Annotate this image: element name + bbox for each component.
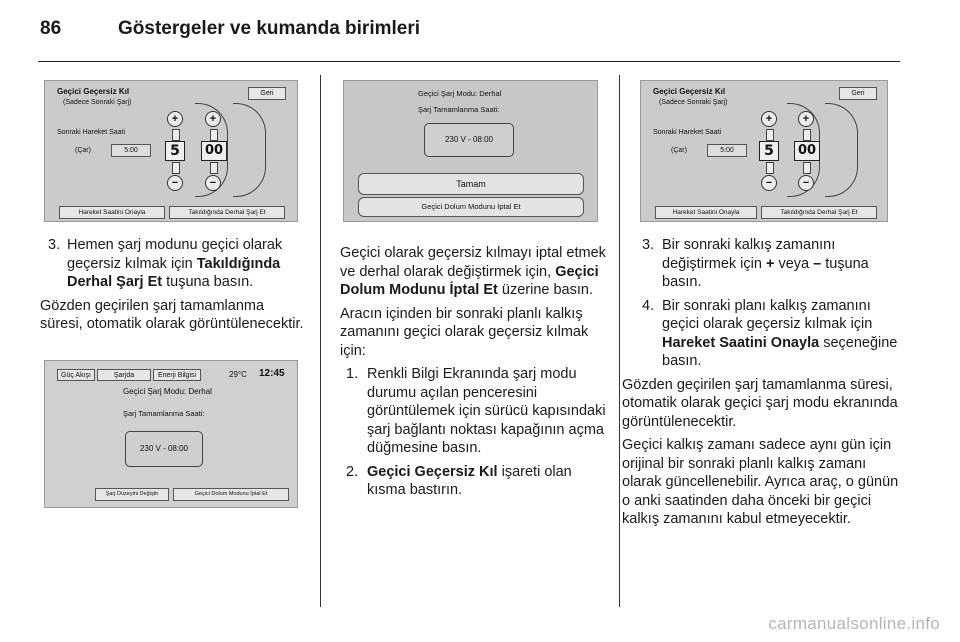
paragraph: Gözden geçirilen şarj tamamlanma süresi, otomatik olarak geçici şarj modu ekranında görüntülenecektir. <box>622 376 898 430</box>
text: üzerine basın. <box>497 282 593 298</box>
tab-charging: Şarjda <box>97 369 151 381</box>
step-1 <box>340 365 608 458</box>
step-number: 3. <box>48 237 61 253</box>
text: Geçici olarak geçersiz kılmayı iptal etmek ve derhal olarak değiştirmek için, <box>340 245 606 280</box>
cancel-override-button: Geçici Dolum Modunu İptal Et <box>173 488 289 501</box>
step-text: seçeneğine basın. <box>662 334 898 369</box>
stem <box>766 162 774 174</box>
hour-digit: 5 <box>165 141 185 161</box>
change-level-button: Şarj Düzeyini Değiştir <box>95 488 169 501</box>
hour-digit: 5 <box>759 141 779 161</box>
back-button: Geri <box>839 87 877 100</box>
day-label: (Çar) <box>75 147 91 154</box>
minute-minus-icon: − <box>205 175 221 191</box>
charge-mode: Geçici Şarj Modu: Derhal <box>418 89 502 98</box>
step-4 <box>622 297 906 371</box>
minute-digits: 00 <box>794 141 820 161</box>
screen-title: Geçici Geçersiz Kıl <box>653 87 726 96</box>
step-3 <box>622 236 906 292</box>
step-text: işareti olan kısma bastırın. <box>367 463 572 498</box>
minute-arc <box>825 103 858 197</box>
completion-label: Şarj Tamamlanma Saati: <box>418 105 500 114</box>
completion-value: 230 V - 08:00 <box>125 431 203 467</box>
minus-symbol: – <box>813 255 822 272</box>
hour-plus-icon: + <box>761 111 777 127</box>
screen-title: Geçici Geçersiz Kıl <box>57 87 130 96</box>
hour-minus-icon: − <box>167 175 183 191</box>
tab-power-flow: Güç Akışı <box>57 369 95 381</box>
page-header <box>0 0 960 62</box>
step-2 <box>340 463 608 500</box>
step-text: tuşuna basın. <box>162 274 254 290</box>
step-text: veya <box>774 255 814 272</box>
step-text: tuşuna basın. <box>662 255 869 290</box>
watermark: carmanualsonline.info <box>768 614 940 633</box>
override-screen-illustration-right <box>640 80 888 222</box>
step-3 <box>40 236 308 292</box>
page-number: 86 <box>40 18 62 39</box>
right-column-text <box>622 236 906 534</box>
step-text: Bir sonraki planı kalkış zamanını geçici olarak geçersiz kılmak için <box>662 297 873 332</box>
charge-immediately-button: Takıldığında Derhal Şarj Et <box>169 206 285 219</box>
day-label: (Çar) <box>671 147 687 154</box>
stem <box>803 162 811 174</box>
header-rule <box>38 61 900 62</box>
step-bold: Geçici Geçersiz Kıl <box>367 463 498 480</box>
hour-minus-icon: − <box>761 175 777 191</box>
screen-subtitle: (Sadece Sonraki Şarj) <box>659 99 728 106</box>
next-departure-label: Sonraki Hareket Saati <box>653 129 722 136</box>
tab-energy-info: Enerji Bilgisi <box>153 369 201 381</box>
minute-minus-icon: − <box>798 175 814 191</box>
stem <box>210 129 218 141</box>
minute-digits: 00 <box>201 141 227 161</box>
bold-text: Geçici Dolum Modunu İptal Et <box>340 263 599 298</box>
override-screen-illustration <box>44 80 298 222</box>
minute-plus-icon: + <box>798 111 814 127</box>
step-text: Renkli Bilgi Ekranında şarj modu durumu açılan penceresini görüntülemek için sürücü kapısındaki şarj bağlantı noktası kapağının açma düğmesine basın. <box>367 366 606 456</box>
screen-subtitle: (Sadece Sonraki Şarj) <box>63 99 132 106</box>
paragraph: Aracın içinden bir sonraki planlı kalkış zamanını geçici olarak geçersiz kılmak için: <box>340 305 589 359</box>
step-text: Hemen şarj modunu geçici olarak geçersiz kılmak için <box>67 237 283 272</box>
step-number: 2. <box>346 463 359 480</box>
confirm-departure-button: Hareket Saatini Onayla <box>655 206 757 219</box>
minute-plus-icon: + <box>205 111 221 127</box>
column-divider-right <box>619 75 620 607</box>
middle-column-text <box>340 244 608 505</box>
back-button: Geri <box>248 87 286 100</box>
step-bold: Takıldığında Derhal Şarj Et <box>67 255 281 290</box>
minute-arc <box>233 103 266 197</box>
column-divider-left <box>320 75 321 607</box>
clock: 12:45 <box>259 368 285 379</box>
charge-status-screen-illustration <box>44 360 298 508</box>
left-column-text <box>40 236 308 339</box>
time-field: 5:00 <box>707 144 747 157</box>
step-number: 3. <box>642 237 655 253</box>
confirm-departure-button: Hareket Saatini Onayla <box>59 206 165 219</box>
time-field: 5:00 <box>111 144 151 157</box>
completion-value: 230 V - 08:00 <box>424 123 514 157</box>
hour-plus-icon: + <box>167 111 183 127</box>
temperature: 29°C <box>229 370 247 379</box>
step-text: Bir sonraki kalkış zamanını değiştirmek için <box>662 237 836 272</box>
charge-mode: Geçici Şarj Modu: Derhal <box>123 387 212 396</box>
step-number: 4. <box>642 297 655 314</box>
plus-symbol: + <box>765 255 775 272</box>
paragraph: Gözden geçirilen şarj tamamlanma süresi, otomatik olarak görüntülenecektir. <box>40 297 304 332</box>
stem <box>172 129 180 141</box>
stem <box>210 162 218 174</box>
paragraph: Geçici kalkış zamanı sadece aynı gün için orijinal bir sonraki planlı kalkış zamanı olarak güncellenebilir. Ayrıca araç, o günün o anki saatinden daha önceki bir geçici kalkış zamanını kabul etmeyecektir. <box>622 437 899 527</box>
charge-immediately-button: Takıldığında Derhal Şarj Et <box>761 206 877 219</box>
cancel-override-screen-illustration <box>343 80 598 222</box>
step-bold: Hareket Saatini Onayla <box>662 334 820 351</box>
next-departure-label: Sonraki Hareket Saati <box>57 129 126 136</box>
stem <box>766 129 774 141</box>
stem <box>172 162 180 174</box>
ok-button: Tamam <box>358 173 584 195</box>
paragraph <box>340 244 608 300</box>
stem <box>803 129 811 141</box>
step-number: 1. <box>346 366 359 382</box>
page-title: Göstergeler ve kumanda birimleri <box>118 18 421 39</box>
cancel-override-button: Geçici Dolum Modunu İptal Et <box>358 197 584 217</box>
completion-label: Şarj Tamamlanma Saati: <box>123 409 205 418</box>
